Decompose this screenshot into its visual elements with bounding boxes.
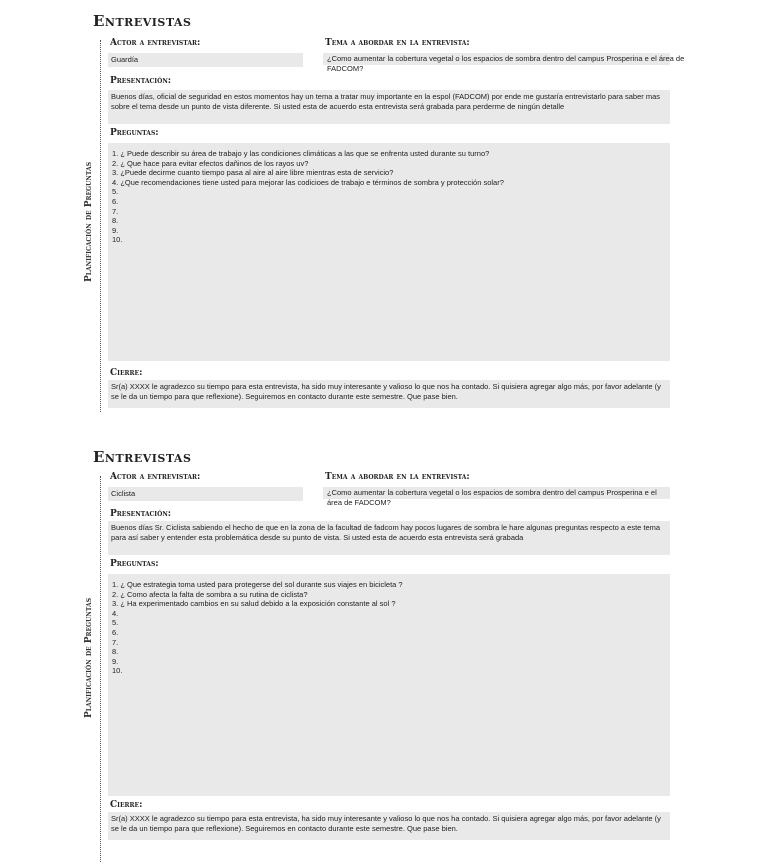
topic-field[interactable]: ¿Como aumentar la cobertura vegetal o los espacios de sombra dentro del campus Prosperina e el área de FADCOM?: [327, 54, 685, 73]
closing-label: Cierre:: [110, 368, 143, 378]
side-label: Planificación de Preguntas: [84, 161, 94, 283]
actor-field[interactable]: Ciclista: [108, 487, 303, 501]
question-item: 2. ¿ Como afecta la falta de sombra a su rutina de ciclista?: [112, 589, 308, 599]
question-item: 5.: [112, 618, 119, 628]
questions-label: Preguntas:: [110, 559, 159, 569]
question-item: 6.: [112, 196, 119, 206]
question-item: 7.: [112, 206, 119, 216]
actor-field[interactable]: Guardía: [108, 53, 303, 67]
side-divider: [100, 476, 101, 862]
questions-list[interactable]: [108, 143, 670, 361]
question-item: 1. ¿ Puede describir su área de trabajo y las condiciones climáticas a las que se enfrenta usted durante su turno?: [112, 149, 490, 158]
side-label: Planificación de Preguntas: [84, 597, 94, 719]
closing-field[interactable]: Sr(a) XXXX le agradezco su tiempo para esta entrevista, ha sido muy interesante y valioso lo que nos ha contado. Si quisiera agregar algo más, por favor adelante (y se le da un tiempo para que reflexione). Seguiremos en contacto durante este semestre. Que pase bien.: [108, 812, 670, 840]
question-item: 2. ¿ Que hace para evitar efectos dañinos de los rayos uv?: [112, 158, 309, 168]
topic-label: Tema a abordar en la entrevista:: [325, 38, 470, 48]
closing-field[interactable]: Sr(a) XXXX le agradezco su tiempo para esta entrevista, ha sido muy interesante y valioso lo que nos ha contado. Si quisiera agregar algo más, por favor adelante (y se le da un tiempo para que reflexione). Seguiremos en contacto durante este semestre. Que pase bien.: [108, 380, 670, 408]
question-item: 5.: [112, 187, 119, 197]
question-item: 3. ¿ Ha experimentado cambios en su salud debido a la exposición constante al sol ?: [112, 599, 396, 609]
question-item: 4. ¿Que recomendaciones tiene usted para mejorar las codicioes de trabajo e términos de sombra y protección solar?: [112, 177, 504, 187]
side-divider: [100, 40, 101, 412]
question-item: 8.: [112, 647, 119, 657]
actor-label: Actor a entrevistar:: [110, 38, 201, 48]
question-item: 4.: [112, 608, 119, 618]
questions-label: Preguntas:: [110, 128, 159, 138]
form-title: Entrevistas: [93, 12, 192, 30]
question-item: 10.: [112, 666, 123, 676]
interview-form-guard: [0, 12, 768, 412]
question-item: 10.: [112, 235, 123, 245]
presentation-label: Presentación:: [110, 76, 172, 86]
form-title: Entrevistas: [93, 448, 192, 466]
question-item: 3. ¿Puede decirme cuanto tiempo pasa al aire al aire libre mientras esta de servicio?: [112, 168, 394, 178]
question-item: 9.: [112, 656, 119, 666]
presentation-field[interactable]: Buenos días, oficial de seguridad en estos momentos hay un tema a tratar muy importante en la espol (FADCOM) por ende me gustaría entrevistarlo para saber mas sobre el tema desde un punto de vista diferente. Si usted esta de acuerdo esta entrevista será grabada para perderme de ningún detalle: [108, 90, 670, 124]
questions-list[interactable]: [108, 574, 670, 796]
question-item: 6.: [112, 627, 119, 637]
topic-field[interactable]: ¿Como aumentar la cobertura vegetal o los espacios de sombra dentro del campus Prosperina e el área de FADCOM?: [327, 488, 657, 507]
question-item: 7.: [112, 637, 119, 647]
topic-label: Tema a abordar en la entrevista:: [325, 472, 470, 482]
interview-form-cyclist: [0, 448, 768, 866]
question-item: 8.: [112, 216, 119, 226]
actor-label: Actor a entrevistar:: [110, 472, 201, 482]
closing-label: Cierre:: [110, 800, 143, 810]
question-item: 1. ¿ Que estrategia toma usted para protegerse del sol durante sus viajes en bicicleta ?: [112, 580, 403, 589]
presentation-field[interactable]: Buenos días Sr. Ciclista sabiendo el hecho de que en la zona de la facultad de fadcom hay pocos lugares de sombra le hare algunas preguntas respecto a este tema para así saber y entender esta problemática desde su punto de vista. Si usted esta de acuerdo esta entrevista será grabada: [108, 521, 670, 555]
question-item: 9.: [112, 225, 119, 235]
presentation-label: Presentación:: [110, 509, 172, 519]
